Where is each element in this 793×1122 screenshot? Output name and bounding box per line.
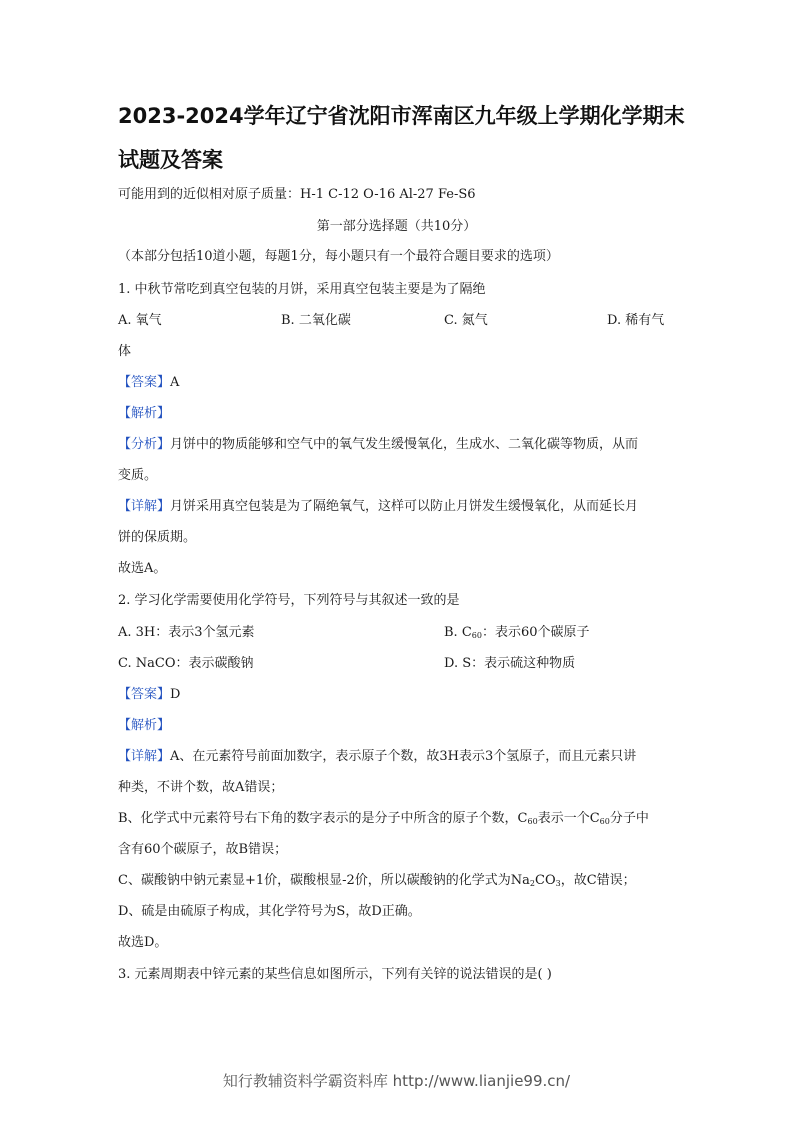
q2-detail-c-sub2: 3 <box>555 879 561 888</box>
q2-option-b-symbol: B. C <box>444 625 472 640</box>
fenxi-tag: 【分析】 <box>118 437 171 452</box>
q2-option-b <box>444 624 590 645</box>
q2-detail-a: A、在元素符号前面加数字，表示原子个数，故3H表示3个氢原子，而且元素只讲 <box>170 749 637 764</box>
q2-detail-a-cont: 种类，不讲个数，故A错误； <box>118 780 284 795</box>
q2-analysis <box>118 717 170 735</box>
q1-stem: 1. 中秋节常吃到真空包装的月饼，采用真空包装主要是为了隔绝 <box>118 282 486 297</box>
q2-detail-b-part1: B、化学式中元素符号右下角的数字表示的是分子中所含的原子个数，C <box>118 811 528 826</box>
q1-detail-text: 月饼采用真空包装是为了隔绝氧气，这样可以防止月饼发生缓慢氧化，从而延长月 <box>170 499 639 514</box>
analysis-tag: 【解析】 <box>118 718 171 733</box>
q2-detail-b-sub1: 60 <box>527 817 538 826</box>
q1-option-c: C. 氮气 <box>444 313 488 328</box>
q1-conclusion: 故选A。 <box>118 561 167 576</box>
q2-detail-b <box>118 810 649 831</box>
q2-option-d: D. S：表示硫这种物质 <box>444 656 576 671</box>
document-title-line-2: 试题及答案 <box>118 148 223 172</box>
analysis-tag: 【解析】 <box>118 406 171 421</box>
q2-detail-c <box>118 872 636 893</box>
section-heading: 第一部分选择题（共10分） <box>316 219 477 234</box>
q2-detail <box>118 748 636 766</box>
q2-detail-c-part1: C、碳酸钠中钠元素显+1价，碳酸根显-2价，所以碳酸钠的化学式为Na <box>118 873 530 888</box>
q1-analysis <box>118 405 170 423</box>
q2-option-c: C. NaCO：表示碳酸钠 <box>118 656 254 671</box>
answer-tag: 【答案】 <box>118 375 171 390</box>
q2-detail-b-part2: 表示一个C <box>537 811 600 826</box>
q2-conclusion: 故选D。 <box>118 935 168 950</box>
q3-stem: 3. 元素周期表中锌元素的某些信息如图所示，下列有关锌的说法错误的是( ) <box>118 967 552 982</box>
q1-option-a: A. 氧气 <box>118 313 162 328</box>
q1-option-d: D. 稀有气 <box>607 313 665 328</box>
q1-option-d-cont: 体 <box>118 344 132 359</box>
q2-detail-c-part2: CO <box>535 873 556 888</box>
q2-detail-b-sub2: 60 <box>599 817 610 826</box>
detail-tag: 【详解】 <box>118 749 171 764</box>
q1-fenxi-text: 月饼中的物质能够和空气中的氧气发生缓慢氧化，生成水、二氧化碳等物质，从而 <box>170 437 639 452</box>
answer-tag: 【答案】 <box>118 687 171 702</box>
q2-detail-c-part3: ，故C错误； <box>560 873 636 888</box>
q1-answer <box>118 374 179 392</box>
q2-detail-b-cont: 含有60个碳原子，故B错误； <box>118 842 288 857</box>
footer-watermark: 知行教辅资料学霸资料库 http://www.lianjie99.cn/ <box>222 1072 571 1090</box>
q1-answer-value: A <box>170 375 180 390</box>
section-note: （本部分包括10道小题，每题1分，每小题只有一个最符合题目要求的选项） <box>118 249 559 264</box>
detail-tag: 【详解】 <box>118 499 171 514</box>
q1-detail <box>118 498 638 516</box>
q2-detail-b-part3: 分子中 <box>609 811 649 826</box>
q2-detail-d: D、硫是由硫原子构成，其化学符号为S，故D正确。 <box>118 904 421 919</box>
q1-fenxi <box>118 436 638 454</box>
q1-option-b: B. 二氧化碳 <box>281 313 351 328</box>
q2-option-b-subscript: 60 <box>471 631 482 640</box>
document-title-line-1: 2023-2024学年辽宁省沈阳市浑南区九年级上学期化学期末 <box>118 104 685 128</box>
q2-option-a: A. 3H：表示3个氢元素 <box>118 625 255 640</box>
q2-stem: 2. 学习化学需要使用化学符号，下列符号与其叙述一致的是 <box>118 593 460 608</box>
atomic-masses: 可能用到的近似相对原子质量：H-1 C-12 O-16 Al-27 Fe-S6 <box>118 187 476 202</box>
q2-option-b-text: ：表示60个碳原子 <box>481 625 590 640</box>
q1-fenxi-cont: 变质。 <box>118 468 158 483</box>
q2-detail-c-sub1: 2 <box>529 879 535 888</box>
q1-detail-cont: 饼的保质期。 <box>118 530 197 545</box>
q2-answer <box>118 686 180 704</box>
q2-answer-value: D <box>170 687 181 702</box>
